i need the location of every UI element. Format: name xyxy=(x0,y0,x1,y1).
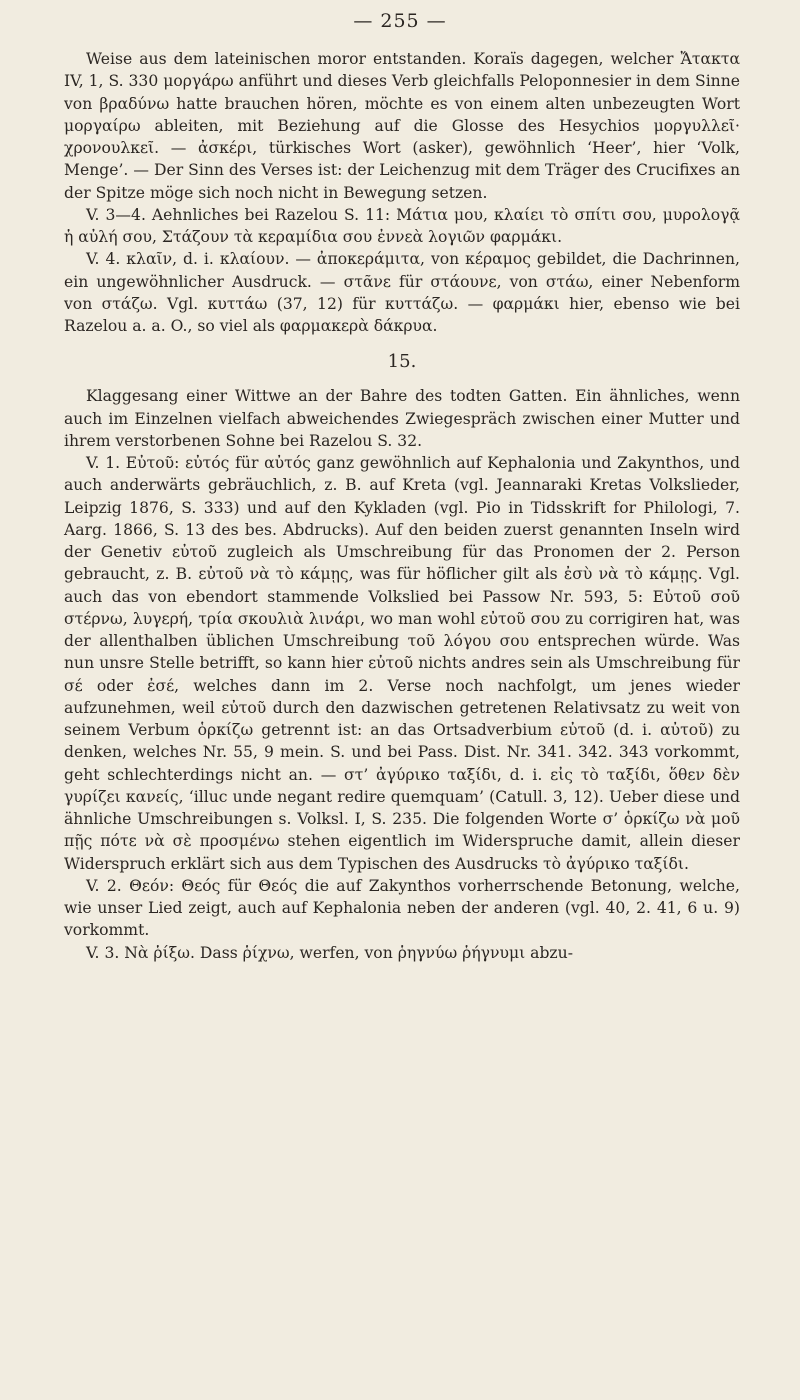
paragraph: V. 3. Νὰ ῥίξω. Dass ῥίχνω, werfen, von ῥηγνύω ῥήγνυμι abzu- xyxy=(86,943,573,962)
paragraph: Weise aus dem lateinischen moror entstanden. Koraïs dagegen, welcher Ἄτακτα IV, 1, S. 330 μοργάρω anführt und dieses Verb gleichfalls Peloponnesier in dem Sinne von βραδύνω hatte brauchen hören, möchte es von einem alten unbezeugten Wort μοργαίρω ableiten, mit Beziehung auf die Glosse des Hesychios μοργυλλεῖ· χρονουλκεῖ. — ἀσκέρι, türkisches Wort (asker), gewöhnlich ‘Heer’, hier ‘Volk, Menge’. — Der Sinn des Verses ist: der Leichenzug mit dem Träger des Crucifixes an der Spitze möge sich noch nicht in Bewegung setzen. xyxy=(64,50,740,202)
paragraph: Klaggesang einer Wittwe an der Bahre des todten Gatten. Ein ähnliches, wenn auch im Einzelnen vielfach abweichendes Zwiegespräch zwischen einer Mutter und ihrem verstorbenen Sohne bei Razelou S. 32. xyxy=(64,387,740,450)
paragraph: V. 3—4. Aehnliches bei Razelou S. 11: Μάτια μου, κλαίει τὸ σπίτι σου, μυρολογᾷ ἡ αὐλή σου, Στάζουν τὰ κεραμίδια σου ἐννεὰ λογιῶν φαρμάκι. xyxy=(64,205,740,246)
paragraph: V. 4. κλαῖν, d. i. κλαίουν. — ἀποκεράμιτα, von κέραμος gebildet, die Dachrinnen, ein ungewöhnlicher Ausdruck. — στᾶνε für στάουνε, von στάω, einer Nebenform von στάζω. Vgl. κυττάω (37, 12) für κυττάζω. — φαρμάκι hier, ebenso wie bei Razelou a. a. O., so viel als φαρμακερὰ δάκρυα. xyxy=(64,250,740,335)
section-number: 15. xyxy=(387,351,417,373)
paragraph: V. 2. Θεόν: Θεός für Θεός die auf Zakynthos vorherrschende Betonung, welche, wie unser Lied zeigt, auch auf Kephalonia neben der anderen (vgl. 40, 2. 41, 6 u. 9) vorkommt. xyxy=(64,876,740,940)
paragraph: V. 1. Εὐτοῦ: εὐτός für αὐτός ganz gewöhnlich auf Kephalonia und Zakynthos, und auch anderwärts gebräuchlich, z. B. auf Kreta (vgl. Jeannaraki Kretas Volkslieder, Leipzig 1876, S. 333) und auf den Kykladen (vgl. Pio in Tidsskrift for Philologi, 7. Aarg. 1866, S. 13 des bes. Abdrucks). Auf den beiden zuerst genannten Inseln wird der Genetiv εὐτοῦ zugleich als Umschreibung für das Pronomen der 2. Person gebraucht, z. B. εὐτοῦ νὰ τὸ κάμῃς, was für höflicher gilt als ἐσὺ νὰ τὸ κάμῃς. Vgl. auch das von ebendort stammende Volkslied bei Passow Nr. 593, 5: Εὐτοῦ σοῦ στέρνω, λυγερή, τρία σκουλιὰ λινάρι, wo man wohl εὐτοῦ σου zu corrigiren hat, was der allenthalben üblichen Umschreibung τοῦ λόγου σου entsprechen würde. Was nun unsre Stelle betrifft, so kann hier εὐτοῦ nichts andres sein als Umschreibung für σέ oder ἐσέ, welches dann im 2. Verse noch nachfolgt, um jenes wieder aufzunehmen, weil εὐτοῦ durch den dazwischen getretenen Relativsatz zu weit von seinem Verbum ὁρκίζω getrennt ist: an das Ortsadverbium εὐτοῦ (d. i. αὐτοῦ) zu denken, welches Nr. 55, 9 mein. S. und bei Pass. Dist. Nr. 341. 342. 343 vorkommt, geht schlechterdings nicht an. — στ’ ἀγύρικο ταξίδι, d. i. εἰς τὸ ταξίδι, ὅθεν δὲν γυρίζει κανείς, ‘illuc unde negant redire quemquam’ (Catull. 3, 12). Ueber diese und ähnliche Umschreibungen s. Volksl. I, S. 235. Die folgenden Worte σ’ ὁρκίζω νὰ μοῦ πῇς πότε νὰ σὲ προσμένω stehen eigentlich im Widerspruche damit, allein dieser Widerspruch erklärt sich aus dem Typischen des Ausdrucks τὸ ἀγύρικο ταξίδι. xyxy=(64,454,740,873)
page-number: — 255 — xyxy=(353,10,447,32)
page-body xyxy=(64,48,740,964)
